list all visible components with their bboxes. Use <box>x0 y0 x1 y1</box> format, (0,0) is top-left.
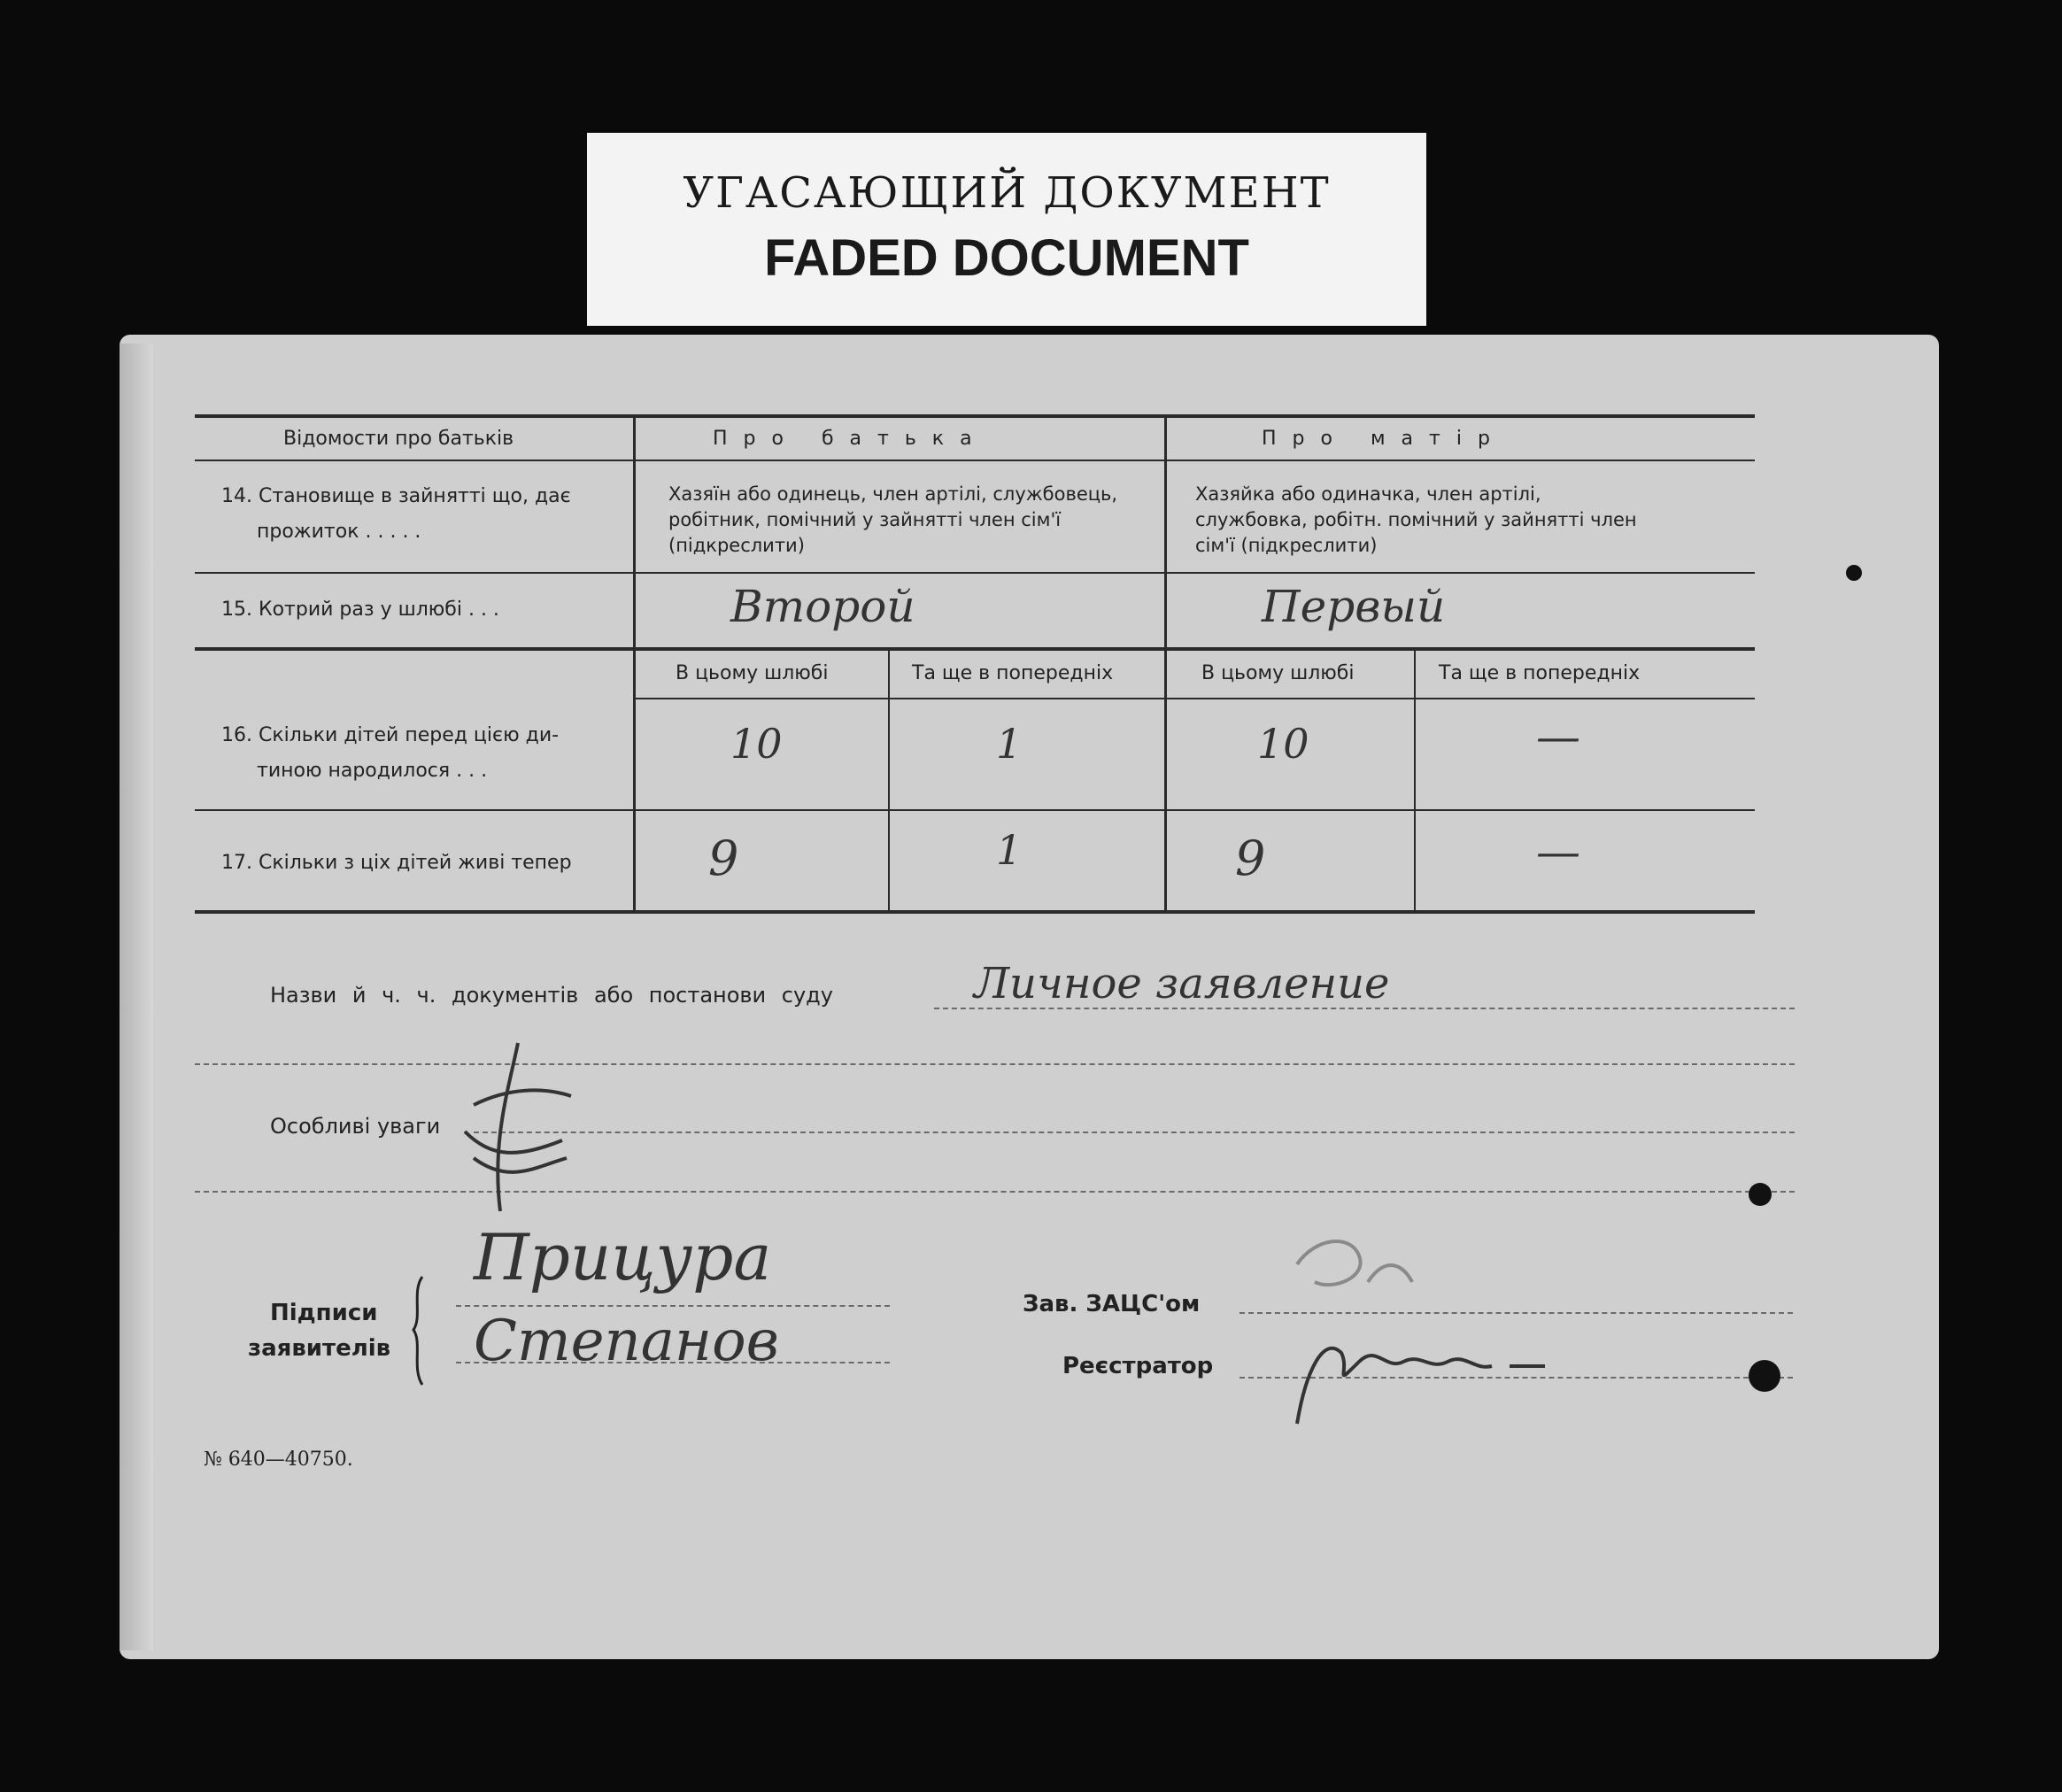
signatures-brace <box>410 1273 428 1388</box>
documents-line-2 <box>195 1063 1795 1065</box>
signature-line-1 <box>456 1305 890 1307</box>
row15-mother-value: Первый <box>1262 581 1446 632</box>
signature-applicant-1: Прицура <box>474 1220 772 1294</box>
header-father: Про батька <box>713 428 988 450</box>
row16-rule <box>195 809 1755 811</box>
col-divider-2 <box>1164 416 1167 912</box>
row16-label-2: тиною народилося . . . <box>257 760 488 782</box>
subheader-father-previous: Та ще в попередніх <box>912 662 1114 684</box>
row15-label: 15. Котрий раз у шлюбі . . . <box>221 599 499 621</box>
card-edge <box>120 344 153 1650</box>
zags-head-signature <box>1279 1229 1430 1309</box>
row16-father-current: 10 <box>730 720 783 768</box>
col-divider-father <box>888 651 890 912</box>
row16-label-1: 16. Скільки дітей перед цією ди- <box>221 724 560 746</box>
row15-father-value: Второй <box>730 581 915 632</box>
subheader-rule <box>635 698 1755 699</box>
row14-father-options: Хазяїн або одинець, член артілі, службовець, робітник, помічний у зайнятті член сім'ї (підкреслити) <box>668 483 1118 556</box>
label-russian: УГАСАЮЩИЙ ДОКУМЕНТ <box>683 168 1331 218</box>
row16-mother-previous: — <box>1536 711 1580 762</box>
document-card <box>120 335 1939 1659</box>
row16-father-previous: 1 <box>996 720 1023 768</box>
subheader-mother-previous: Та ще в попередніх <box>1439 662 1641 684</box>
subheader-mother-current: В цьому шлюбі <box>1201 662 1355 684</box>
table-top-rule <box>195 414 1755 418</box>
row14-label-1: 14. Становище в зайнятті що, дає <box>221 485 571 507</box>
header-rule <box>195 460 1755 461</box>
header-parents-info: Відомости про батьків <box>283 428 514 450</box>
damage-mark <box>1846 565 1862 581</box>
punch-hole <box>1749 1360 1780 1392</box>
row16-mother-current: 10 <box>1257 720 1309 768</box>
documents-value: Личное заявление <box>974 959 1390 1008</box>
signature-line-2 <box>456 1362 890 1363</box>
notes-line-2 <box>195 1191 1795 1193</box>
notes-line <box>474 1132 1795 1133</box>
row17-mother-previous: — <box>1536 826 1580 877</box>
row17-mother-current: 9 <box>1235 830 1266 886</box>
row15-rule <box>195 647 1755 651</box>
notes-crossout-mark <box>456 1034 580 1220</box>
signatures-label-2: заявителів <box>248 1335 391 1362</box>
form-number: № 640—40750. <box>204 1448 353 1471</box>
table-bottom-rule <box>195 910 1755 914</box>
row17-father-current: 9 <box>708 830 739 886</box>
signature-applicant-2: Степанов <box>474 1309 779 1374</box>
row17-father-previous: 1 <box>996 826 1023 874</box>
faded-document-label <box>587 133 1426 326</box>
label-english: FADED DOCUMENT <box>764 229 1249 287</box>
row14-mother-options: Хазяйка або одиначка, член артілі, службовка, робітн. помічний у зайнятті член сім'ї (підкреслити) <box>1195 483 1637 556</box>
col-divider-1 <box>633 416 636 912</box>
col-divider-mother <box>1414 651 1416 912</box>
zags-head-label: Зав. ЗАЦС'ом <box>1023 1291 1201 1317</box>
registrar-label: Реєстратор <box>1062 1353 1214 1379</box>
header-mother: Про матір <box>1262 428 1506 450</box>
registrar-signature <box>1279 1317 1563 1441</box>
notes-label: Особливі уваги <box>270 1114 441 1139</box>
documents-label: Назви й ч. ч. документів або постанови суду <box>270 983 833 1008</box>
subheader-father-current: В цьому шлюбі <box>676 662 829 684</box>
damage-mark <box>1749 1183 1772 1206</box>
signatures-label-1: Підписи <box>270 1300 378 1326</box>
zags-head-line <box>1240 1312 1793 1314</box>
row17-label: 17. Скільки з ціх дітей живі тепер <box>221 852 572 874</box>
row14-label-2: прожиток . . . . . <box>257 521 421 543</box>
row14-rule <box>195 572 1755 574</box>
